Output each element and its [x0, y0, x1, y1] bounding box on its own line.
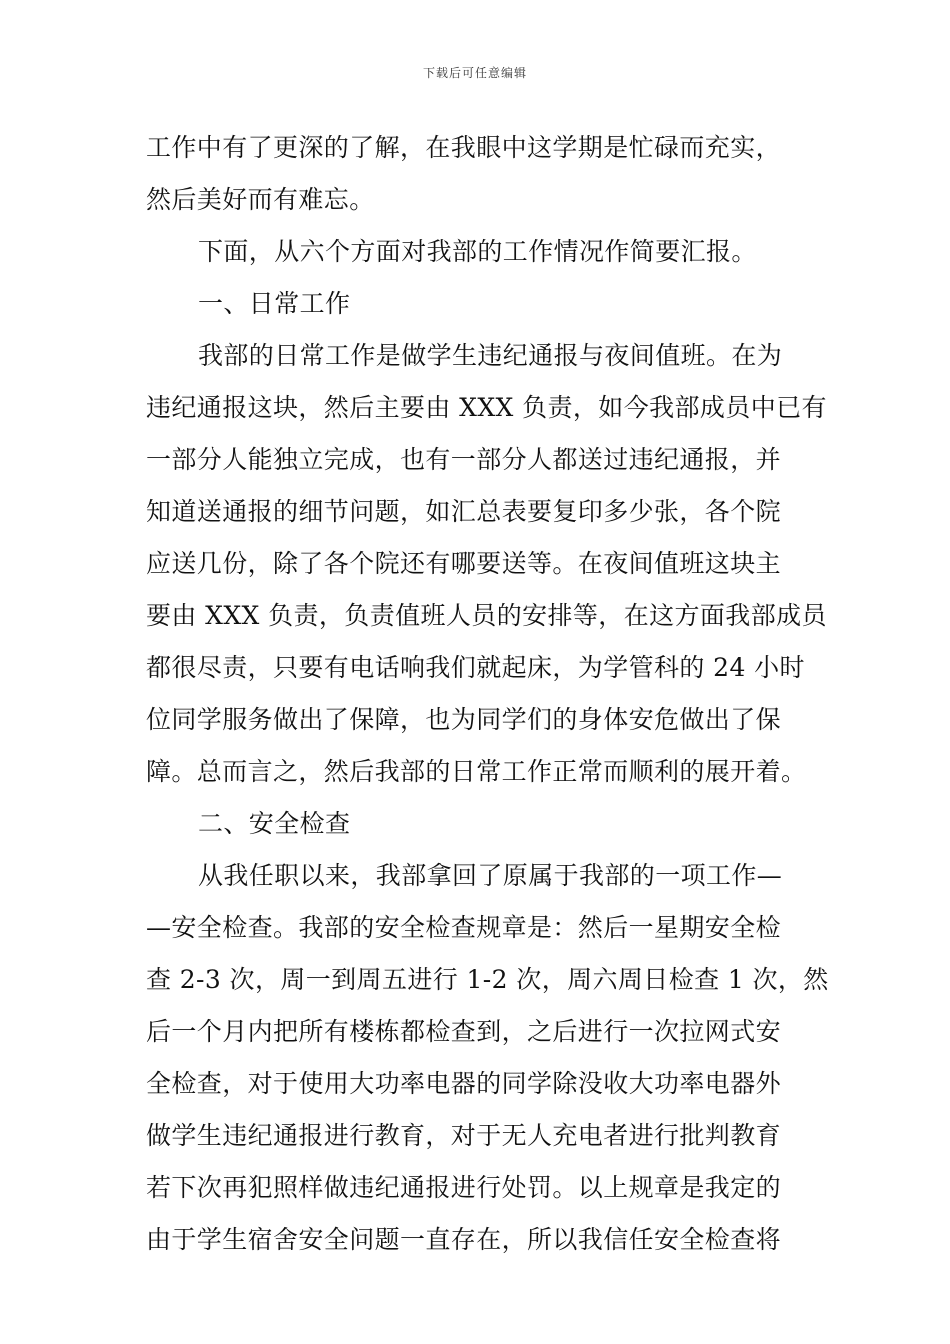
- text-line: —安全检查。我部的安全检查规章是：然后一星期安全检: [146, 913, 782, 942]
- text-line: 障。总而言之，然后我部的日常工作正常而顺利的展开着。: [146, 757, 807, 786]
- text-line: 违纪通报这块，然后主要由 XXX 负责，如今我部成员中已有: [146, 393, 827, 422]
- text-line: 位同学服务做出了保障，也为同学们的身体安危做出了保: [146, 705, 782, 734]
- text-line: 都很尽责，只要有电话响我们就起床，为学管科的 24 小时: [146, 653, 805, 682]
- text-line: 查 2-3 次，周一到周五进行 1-2 次，周六周日检查 1 次，然: [146, 965, 829, 994]
- text-line: 从我任职以来，我部拿回了原属于我部的一项工作—: [198, 861, 783, 890]
- text-line: 工作中有了更深的了解，在我眼中这学期是忙碌而充实，: [146, 133, 782, 162]
- text-line: 一部分人能独立完成，也有一部分人都送过违纪通报，并: [146, 445, 782, 474]
- text-line: 下面，从六个方面对我部的工作情况作简要汇报。: [198, 237, 757, 266]
- text-line: 后一个月内把所有楼栋都检查到，之后进行一次拉网式安: [146, 1017, 782, 1046]
- page-header: 下载后可任意编辑: [422, 66, 527, 80]
- text-line: 知道送通报的细节问题，如汇总表要复印多少张，各个院: [146, 497, 782, 526]
- text-line: 我部的日常工作是做学生违纪通报与夜间值班。在为: [198, 341, 783, 370]
- section-heading: 二、安全检查: [198, 809, 351, 838]
- document-body: [146, 122, 829, 1266]
- text-line: 应送几份，除了各个院还有哪要送等。在夜间值班这块主: [146, 549, 782, 578]
- text-line: 由于学生宿舍安全问题一直存在，所以我信任安全检查将: [146, 1225, 782, 1254]
- text-line: 然后美好而有难忘。: [146, 185, 375, 214]
- text-line: 全检查，对于使用大功率电器的同学除没收大功率电器外: [146, 1069, 782, 1098]
- text-line: 若下次再犯照样做违纪通报进行处罚。以上规章是我定的: [146, 1173, 782, 1202]
- section-heading: 一、日常工作: [198, 289, 351, 318]
- text-line: 要由 XXX 负责，负责值班人员的安排等，在这方面我部成员: [146, 601, 827, 630]
- text-line: 做学生违纪通报进行教育，对于无人充电者进行批判教育: [146, 1121, 782, 1150]
